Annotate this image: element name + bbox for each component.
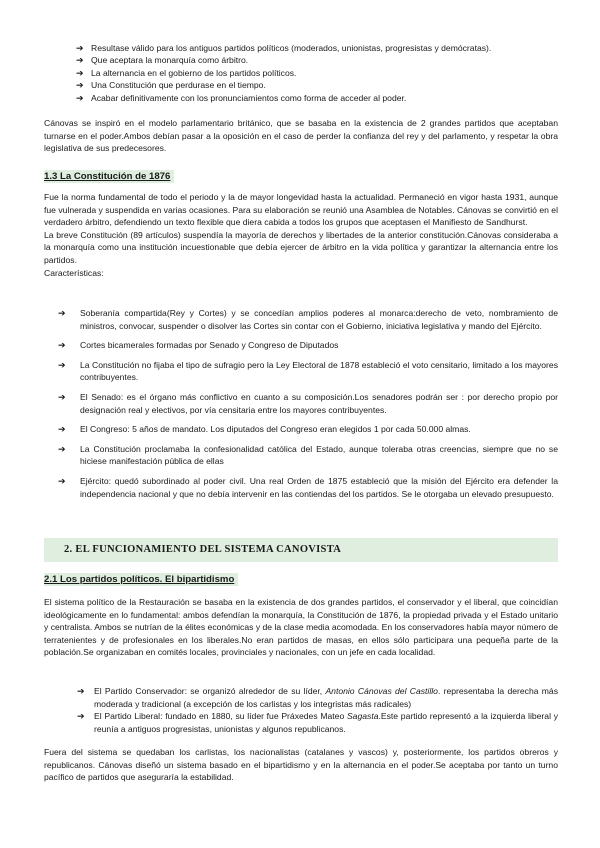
list-item: ➔ Ejército: quedó subordinado al poder civil. Una real Orden de 1875 estableció que la misión del Ejército era defender la independencia nacional y que no debía intervenir en las contiendas del los partidos. Se le otorgaba un elevado presupuesto.	[58, 475, 558, 499]
parties-list-block	[44, 685, 558, 735]
parties-paragraph-1: El sistema político de la Restauración se basaba en la existencia de dos grandes partidos, el conservador y el liberal, que coincidían ideológicamente en lo fundamental: ambos defendían la monarquía, la Constitución de 1876, la propiedad privada y el Estado unitario y centralista. Ambos se nutrían de la élites económicas y de la clase media acomodada. En los conservadores había mayor número de terratenientes y de profesionales en los liberales.No eran partidos de masas, en ellos sólo participara una pequeña parte de la población.Se organizaban en comités locales, provinciales y nacionales, con un jefe en cada localidad.	[44, 597, 558, 658]
arrow-right-icon: ➔	[58, 308, 66, 318]
list-item: ➔ La Constitución proclamaba la confesionalidad católica del Estado, aunque toleraba otras creencias, siempre que no se hiciese manifestación pública de ellas	[58, 443, 558, 467]
list-item: ➔ Soberanía compartida(Rey y Cortes) y se concedían amplios poderes al monarca:derecho de veto, nombramiento de ministros, convocar, suspender o disolver las Cortes sin contar con el Gobierno, iniciativa legislativa y mando del Ejército.	[58, 308, 558, 331]
section-2-heading: 2. EL FUNCIONAMIENTO DEL SISTEMA CANOVISTA	[64, 544, 342, 555]
goals-list	[40, 42, 554, 104]
arrow-right-icon: ➔	[76, 43, 84, 53]
arrow-right-icon: ➔	[77, 711, 85, 722]
leader-name: Sagasta	[346, 711, 379, 722]
list-item: ➔ El Partido Liberal: fundado en 1880, su líder fue Práxedes Mateo Sagasta.Este partido representó a la izquierda liberal y reunía a antiguos progresistas, unionistas y algunos republicanos.	[77, 711, 558, 734]
parties-paragraph-2: Fuera del sistema se quedaban los carlistas, los nacionalistas (catalanes y vascos) y, posteriormente, los partidos obreros y republicanos. Cánovas diseñó un sistema basado en el bipartidismo y en la alternancia en el poder.Se aceptaba por tanto un turno pacífico de partidos que aseguraría la estabilidad.	[44, 747, 558, 783]
arrow-right-icon: ➔	[76, 67, 84, 78]
section-2-heading-banner	[44, 538, 558, 562]
goals-list-block	[44, 42, 558, 104]
list-item: ➔ El Partido Conservador: se organizó alrededor de su líder, Antonio Cánovas del Castillo. representaba la derecha más moderada y tradicional (a excepción de los carlistas y los integristas más radicales)	[77, 686, 558, 709]
list-item: ➔ Resultase válido para los antiguos partidos políticos (moderados, unionistas, progresistas y demócratas).	[76, 43, 492, 53]
list-item: ➔ Una Constitución que perdurase en el tiempo.	[76, 80, 266, 91]
section-1-3-body	[44, 191, 558, 279]
intro-paragraph: Cánovas se inspiró en el modelo parlamentario británico, que se basaba en la existencia de 2 grandes partidos que aceptaban turnarse en el poder.Ambos debían pasar a la oposición en el caso de perder la confianza del rey y del parlamento, y respetar la obra legislativa de sus predecesores.	[44, 118, 558, 154]
list-item: ➔ El Congreso: 5 años de mandato. Los diputados del Congreso eran elegidos 1 por cada 50.000 almas.	[58, 424, 471, 435]
list-item: ➔ Cortes bicamerales formadas por Senado y Congreso de Diputados	[58, 340, 339, 351]
list-item: ➔ La Constitución no fijaba el tipo de sufragio pero la Ley Electoral de 1878 estableció el voto censitario, limitado a los mayores contribuyentes.	[58, 359, 558, 383]
arrow-right-icon: ➔	[58, 475, 66, 486]
parties-paragraph-2-block	[44, 746, 558, 784]
list-item: ➔ Acabar definitivamente con los pronunciamientos como forma de acceder al poder.	[76, 92, 407, 103]
arrow-right-icon: ➔	[58, 391, 66, 402]
list-item: ➔ La alternancia en el gobierno de los partidos políticos.	[76, 67, 297, 78]
arrow-right-icon: ➔	[76, 55, 84, 66]
intro-paragraph-block	[44, 117, 558, 155]
section-1-3-heading: 1.3 La Constitución de 1876	[44, 170, 174, 183]
arrow-right-icon: ➔	[58, 340, 66, 351]
features-list	[44, 307, 558, 500]
arrow-right-icon: ➔	[77, 686, 85, 696]
section-2-1-heading: 2.1 Los partidos políticos. El bipartidismo	[44, 573, 238, 586]
arrow-right-icon: ➔	[58, 443, 66, 454]
arrow-right-icon: ➔	[76, 92, 84, 103]
arrow-right-icon: ➔	[58, 424, 66, 435]
list-item: ➔ El Senado: es el órgano más conflictivo en cuanto a su composición.Los senadores podrán ser : por derecho propio por designación real y electivos, por vía censitaria entre los mayores contribuyentes.	[58, 391, 558, 415]
list-item: ➔ Que aceptara la monarquía como árbitro.	[76, 55, 249, 66]
arrow-right-icon: ➔	[58, 359, 66, 370]
features-list-block	[44, 307, 558, 507]
leader-name: Antonio Cánovas del Castillo	[325, 686, 438, 696]
arrow-right-icon: ➔	[76, 80, 84, 91]
features-label: Características:	[44, 267, 104, 278]
constitution-paragraph-2: La breve Constitución (89 artículos) suspendía la mayoría de derechos y libertades de la anterior constitución.Cánovas consideraba a la monarquía como una institución incuestionable que debía ejercer de árbitro en la vida política y garantizar la alternancia entre los partidos.	[44, 229, 558, 265]
section-2-1-body	[44, 596, 558, 659]
constitution-paragraph-1: Fue la norma fundamental de todo el periodo y la de mayor longevidad hasta la actualidad. Permaneció en vigor hasta 1931, aunque fue vulnerada y suspendida en varias ocasiones. Para su elaboración se reunió una Asamblea de Notables. Cánovas se convirtió en el verdadero árbitro, defendiendo un texto flexible que diera cabida a todos los grupos que aceptasen el Manifiesto de Sandhurst.	[44, 192, 558, 228]
parties-list	[44, 685, 558, 735]
